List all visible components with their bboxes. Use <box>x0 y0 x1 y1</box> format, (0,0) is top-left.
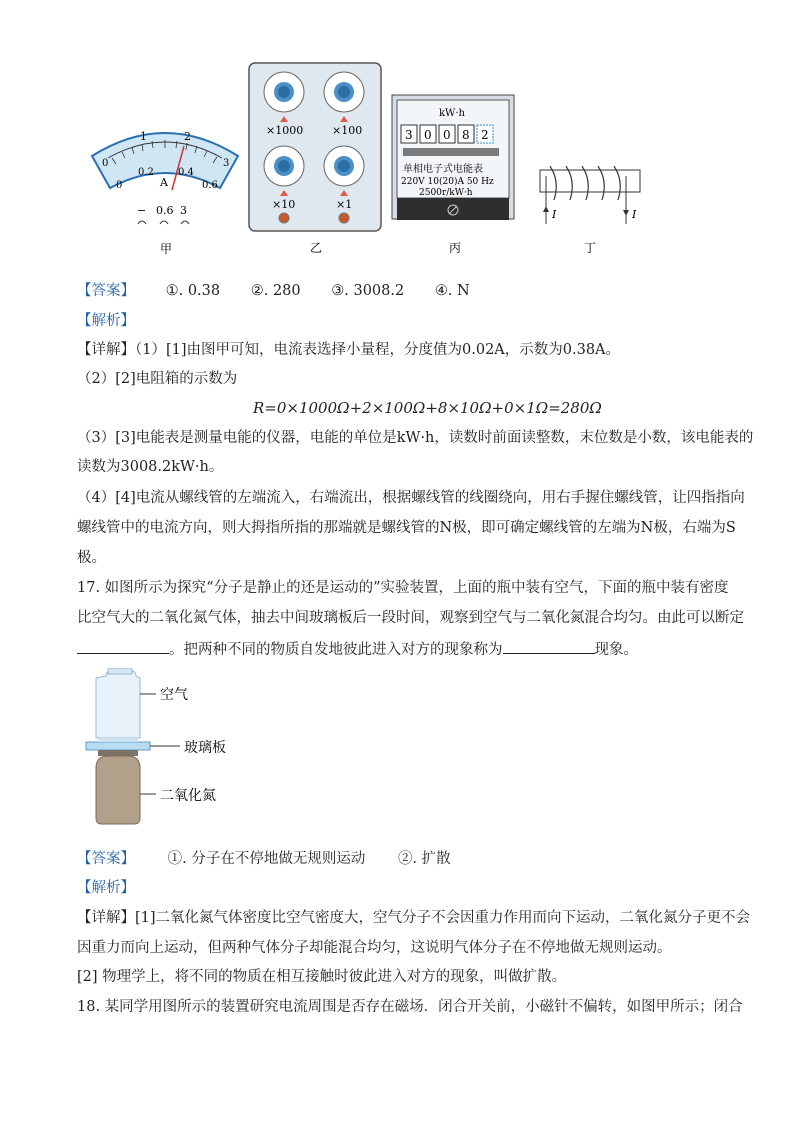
ammeter-tick: 0 <box>102 158 109 169</box>
question-stem: 比空气大的二氧化氮气体，抽去中间玻璃板后一段时间，观察到空气与二氧化氮混合均匀。由此可以断定 <box>77 610 744 626</box>
paragraph: （3）[3]电能表是测量电能的仪器，电能的单位是kW·h，读数时前面读整数，末位数是小数，该电能表的 <box>77 430 754 446</box>
analysis-tag: 【解析】 <box>77 880 135 896</box>
question-stem: 17. 如图所示为探究“分子是静止的还是运动的”实验装置，上面的瓶中装有空气，下面的瓶中装有密度 <box>77 580 729 596</box>
answer-row <box>77 849 451 869</box>
figure-caption: 丁 <box>584 241 597 255</box>
resistance-box-figure <box>248 62 384 258</box>
terminal-label: − <box>137 204 147 217</box>
analysis-tag: 【解析】 <box>77 313 135 329</box>
ammeter-tick: 0 <box>116 180 123 191</box>
answer-item: ②. 280 <box>250 283 301 299</box>
detail-tag: 【详解】 <box>77 342 135 358</box>
answer-item: ②. 扩散 <box>397 851 451 867</box>
stem-text: 现象。 <box>594 642 638 658</box>
answer-tag: 【答案】 <box>77 851 135 867</box>
paragraph: 因重力而向上运动，但两种气体分子却能混合均匀，这说明气体分子在不停地做无规则运动。 <box>77 940 672 956</box>
ammeter-tick: 1 <box>140 130 147 143</box>
question-stem <box>77 639 638 660</box>
detail-tag: 【详解】 <box>77 910 135 926</box>
paragraph: [2] 物理学上，将不同的物质在相互接触时彼此进入对方的现象，叫做扩散。 <box>77 969 567 985</box>
figure-label: 空气 <box>160 687 188 703</box>
diffusion-figure <box>84 668 254 830</box>
paragraph <box>77 908 750 928</box>
paragraph: 螺线管中的电流方向，则大拇指所指的那端就是螺线管的N极，即可确定螺线管的左端为N极，右端为S <box>77 520 736 536</box>
figure-caption: 甲 <box>160 242 173 256</box>
multiplier-label: ×100 <box>332 124 363 137</box>
meter-digit: 2 <box>481 128 489 142</box>
answer-item: ①. 分子在不停地做无规则运动 <box>167 851 366 867</box>
paragraph: （4）[4]电流从螺线管的左端流入，右端流出，根据螺线管的线圈绕向，用右手握住螺线管，让四指指向 <box>77 490 745 506</box>
formula: R=0×1000Ω+2×100Ω+8×10Ω+0×1Ω=280Ω <box>253 399 602 417</box>
figure-label: 玻璃板 <box>184 740 226 756</box>
ammeter-tick: 0.6 <box>202 180 218 191</box>
terminal-knob <box>279 213 289 223</box>
answer-tag: 【答案】 <box>77 283 135 299</box>
ammeter-unit: A <box>160 176 168 189</box>
current-label: I <box>632 208 637 221</box>
solenoid-figure <box>530 166 650 258</box>
terminal-knob <box>339 213 349 223</box>
glass-plate <box>86 742 150 750</box>
terminal-label: 3 <box>180 204 187 217</box>
meter-digit: 8 <box>462 128 470 142</box>
paragraph <box>77 340 620 360</box>
current-label: I <box>552 208 557 221</box>
figure-caption: 丙 <box>449 241 462 255</box>
answer-item: ④. N <box>434 283 470 299</box>
fill-blank[interactable] <box>503 639 595 654</box>
paragraph: 极。 <box>77 550 106 566</box>
meter-digit: 3 <box>405 128 413 142</box>
paragraph: （2）[2]电阻箱的示数为 <box>77 371 238 387</box>
ammeter-tick: 0.2 <box>138 167 154 178</box>
meter-unit: kW·h <box>439 108 465 119</box>
ammeter-tick: 3 <box>223 158 230 169</box>
meter-text: 单相电子式电能表 <box>403 164 483 175</box>
energy-meter-figure <box>391 94 517 258</box>
multiplier-label: ×1000 <box>266 124 304 137</box>
question-stem: 18. 某同学用图所示的装置研究电流周围是否存在磁场．闭合开关前，小磁针不偏转，如图甲所示；闭合 <box>77 999 743 1015</box>
terminal-label: 0.6 <box>156 204 174 217</box>
meter-text: 2500r/kW·h <box>419 188 473 198</box>
multiplier-label: ×1 <box>336 198 353 211</box>
paragraph-text: （1）[1]由图甲可知，电流表选择小量程，分度值为0.02A，示数为0.38A。 <box>135 342 621 358</box>
multiplier-label: ×10 <box>272 198 296 211</box>
paragraph-text: [1]二氧化氮气体密度比空气密度大，空气分子不会因重力作用而向下运动，二氧化氮分子更不会 <box>135 910 751 926</box>
paragraph: 读数为3008.2kW·h。 <box>77 459 224 475</box>
fill-blank[interactable] <box>77 639 169 654</box>
answer-item: ③. 3008.2 <box>331 283 405 299</box>
answer-item: ①. 0.38 <box>165 283 221 299</box>
ammeter-figure <box>80 118 250 258</box>
stem-text: 。把两种不同的物质自发地彼此进入对方的现象称为 <box>169 642 503 658</box>
meter-digit: 0 <box>424 128 432 142</box>
answer-row <box>77 281 470 301</box>
meter-text: 220V 10(20)A 50 Hz <box>401 177 494 187</box>
ammeter-tick: 0.4 <box>178 167 194 178</box>
figure-caption: 乙 <box>310 241 323 255</box>
ammeter-tick: 2 <box>184 130 191 143</box>
meter-digit: 0 <box>443 128 451 142</box>
figure-label: 二氧化氮 <box>160 788 216 804</box>
